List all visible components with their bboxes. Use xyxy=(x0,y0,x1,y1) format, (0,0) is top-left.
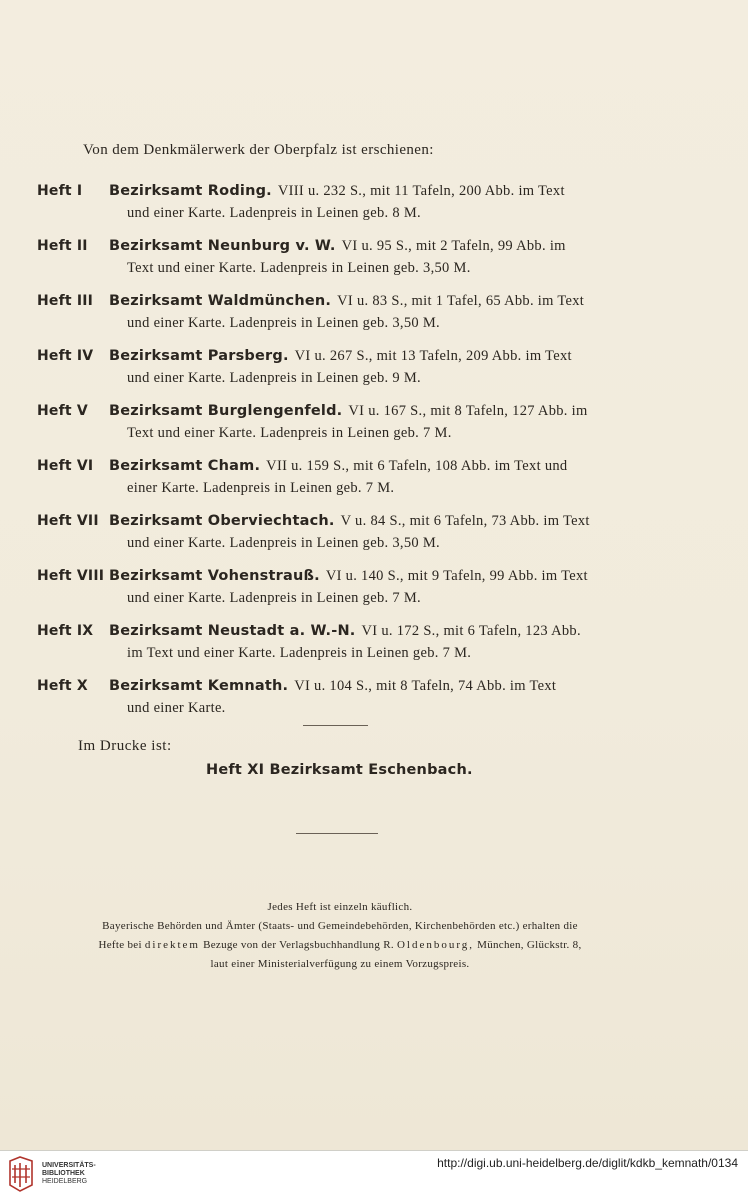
entry-details: VIII u. 232 S., mit 11 Tafeln, 200 Abb. im Text xyxy=(277,183,565,199)
entry-first-line xyxy=(37,510,643,532)
entry-first-line xyxy=(37,565,643,587)
entry-title: Bezirksamt Neustadt a. W.-N. xyxy=(109,623,356,639)
catalog-entry xyxy=(37,675,643,719)
entry-details: VII u. 159 S., mit 6 Tafeln, 108 Abb. im Text und xyxy=(266,458,568,474)
entry-first-line xyxy=(37,675,643,697)
catalog-entry xyxy=(37,345,643,389)
entry-volume: Heft IX xyxy=(37,623,94,639)
library-name-line: HEIDELBERG xyxy=(42,1178,88,1185)
entry-details: V u. 84 S., mit 6 Tafeln, 73 Abb. im Text xyxy=(340,513,590,529)
university-library-logo-icon[interactable] xyxy=(6,1155,36,1193)
library-name xyxy=(42,1162,96,1186)
catalog-entry xyxy=(37,455,643,499)
entry-continuation: und einer Karte. xyxy=(127,700,226,716)
footnote-line: Jedes Heft ist einzeln käuflich. xyxy=(267,901,413,913)
entry-continuation: und einer Karte. Ladenpreis in Leinen geb. 9 M. xyxy=(127,370,421,386)
entry-continuation: Text und einer Karte. Ladenpreis in Leinen geb. 7 M. xyxy=(127,425,452,441)
in-print-title: Heft XI Bezirksamt Eschenbach. xyxy=(206,762,473,778)
library-name-line: BIBLIOTHEK xyxy=(42,1170,85,1177)
entry-first-line xyxy=(37,290,643,312)
entry-volume: Heft VIII xyxy=(37,568,105,584)
footnote-publisher: Oldenbourg, xyxy=(396,939,475,951)
intro-line: Von dem Denkmälerwerk der Oberpfalz ist erschienen: xyxy=(83,142,434,158)
entry-details: VI u. 267 S., mit 13 Tafeln, 209 Abb. im Text xyxy=(294,348,572,364)
entry-continuation: und einer Karte. Ladenpreis in Leinen geb. 8 M. xyxy=(127,205,421,221)
entry-title: Bezirksamt Kemnath. xyxy=(109,678,289,694)
entry-volume: Heft V xyxy=(37,403,88,419)
footnote-line: Bayerische Behörden und Ämter (Staats- und Gemeindebehörden, Kirchenbehörden etc.) erhalten die xyxy=(102,920,578,932)
entry-volume: Heft I xyxy=(37,183,83,199)
library-name-line: UNIVERSITÄTS- xyxy=(42,1162,96,1169)
entry-details: VI u. 104 S., mit 8 Tafeln, 74 Abb. im Text xyxy=(294,678,557,694)
entry-volume: Heft III xyxy=(37,293,94,309)
entry-volume: Heft VII xyxy=(37,513,99,529)
footnote-text: Bezuge von der Verlagsbuchhandlung R. xyxy=(203,939,394,951)
entry-continuation: und einer Karte. Ladenpreis in Leinen geb. 7 M. xyxy=(127,590,421,606)
entry-first-line xyxy=(37,345,643,367)
footnote-line xyxy=(20,936,660,955)
entry-first-line xyxy=(37,180,643,202)
entry-title: Bezirksamt Vohenstrauß. xyxy=(109,568,320,584)
footnote xyxy=(20,898,660,974)
entry-continuation: im Text und einer Karte. Ladenpreis in Leinen geb. 7 M. xyxy=(127,645,472,661)
entry-title: Bezirksamt Parsberg. xyxy=(109,348,289,364)
catalog-entry xyxy=(37,180,643,224)
entry-first-line xyxy=(37,235,643,257)
footnote-text: Hefte bei xyxy=(98,939,142,951)
catalog-entry xyxy=(37,620,643,664)
entry-title: Bezirksamt Oberviechtach. xyxy=(109,513,335,529)
entry-title: Bezirksamt Burglengenfeld. xyxy=(109,403,343,419)
entry-volume: Heft II xyxy=(37,238,88,254)
entry-continuation: und einer Karte. Ladenpreis in Leinen geb. 3,50 M. xyxy=(127,315,440,331)
catalog-entry xyxy=(37,510,643,554)
entry-details: VI u. 172 S., mit 6 Tafeln, 123 Abb. xyxy=(361,623,581,639)
catalog-entry xyxy=(37,235,643,279)
entry-continuation: einer Karte. Ladenpreis in Leinen geb. 7 M. xyxy=(127,480,395,496)
divider-rule-2 xyxy=(296,833,378,834)
entry-title: Bezirksamt Waldmünchen. xyxy=(109,293,332,309)
entry-continuation: Text und einer Karte. Ladenpreis in Leinen geb. 3,50 M. xyxy=(127,260,471,276)
entry-title: Bezirksamt Cham. xyxy=(109,458,261,474)
entry-volume: Heft VI xyxy=(37,458,94,474)
footnote-line: laut einer Ministerialverfügung zu einem Vorzugspreis. xyxy=(210,958,470,970)
entry-first-line xyxy=(37,620,643,642)
catalog-entry xyxy=(37,290,643,334)
entry-details: VI u. 83 S., mit 1 Tafel, 65 Abb. im Text xyxy=(337,293,585,309)
in-print-label: Im Drucke ist: xyxy=(78,738,172,754)
entry-first-line xyxy=(37,400,643,422)
entry-title: Bezirksamt Neunburg v. W. xyxy=(109,238,336,254)
entry-continuation: und einer Karte. Ladenpreis in Leinen geb. 3,50 M. xyxy=(127,535,440,551)
entry-volume: Heft IV xyxy=(37,348,94,364)
entry-volume: Heft X xyxy=(37,678,88,694)
footnote-text: München, Glückstr. 8, xyxy=(477,939,582,951)
footnote-emphasis: direktem xyxy=(144,939,200,951)
catalog-entry xyxy=(37,400,643,444)
entry-details: VI u. 140 S., mit 9 Tafeln, 99 Abb. im Text xyxy=(325,568,588,584)
divider-rule xyxy=(303,725,368,726)
entry-details: VI u. 167 S., mit 8 Tafeln, 127 Abb. im xyxy=(348,403,588,419)
catalog-entry xyxy=(37,565,643,609)
entry-details: VI u. 95 S., mit 2 Tafeln, 99 Abb. im xyxy=(341,238,566,254)
permalink-url[interactable]: http://digi.ub.uni-heidelberg.de/diglit/kdkb_kemnath/0134 xyxy=(437,1156,738,1170)
entry-title: Bezirksamt Roding. xyxy=(109,183,272,199)
entry-first-line xyxy=(37,455,643,477)
